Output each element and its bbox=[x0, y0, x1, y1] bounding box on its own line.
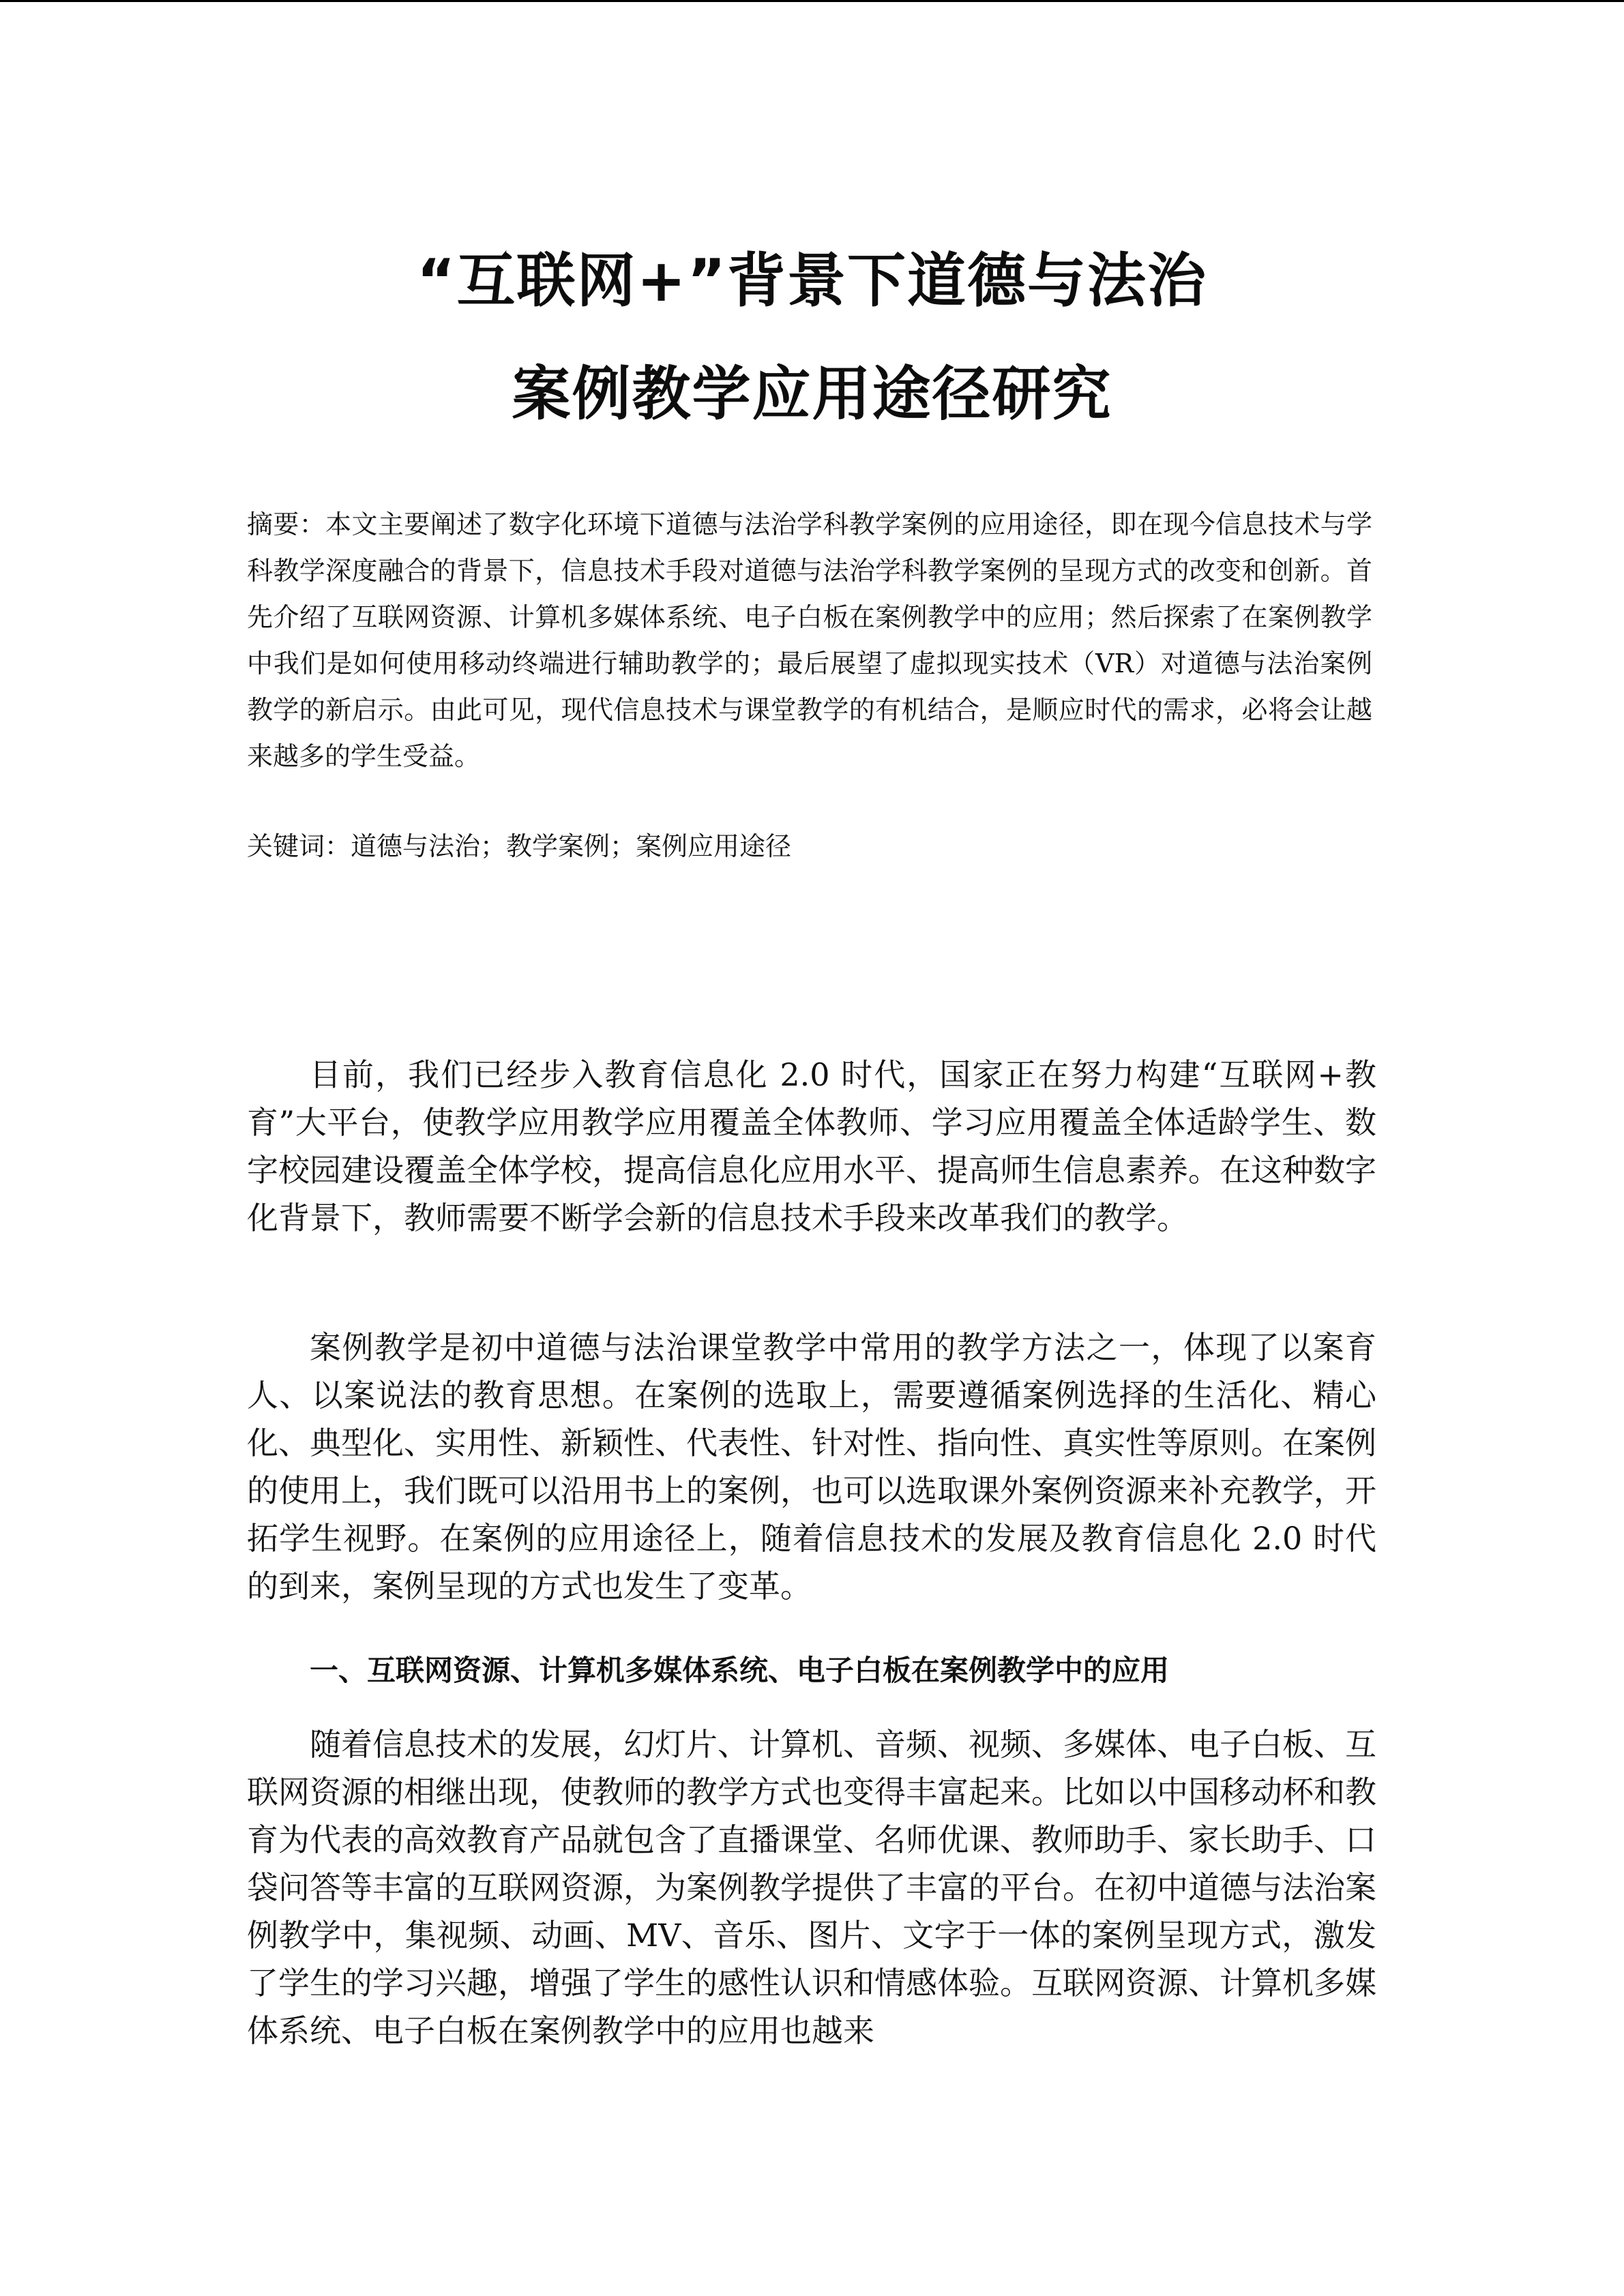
body-paragraph-3: 随着信息技术的发展，幻灯片、计算机、音频、视频、多媒体、电子白板、互联网资源的相继出现，使教师的教学方式也变得丰富起来。比如以中国移动杯和教育为代表的高效教育产品就包含了直播课堂、名师优课、教师助手、家长助手、口袋问答等丰富的互联网资源，为案例教学提供了丰富的平台。在初中道德与法治案例教学中，集视频、动画、MV、音乐、图片、文字于一体的案例呈现方式，激发了学生的学习兴趣，增强了学生的感性认识和情感体验。互联网资源、计算机多媒体系统、电子白板在案例教学中的应用也越来 bbox=[247, 1726, 1376, 2049]
keywords: 关键词：道德与法治；教学案例；案例应用途径 bbox=[247, 831, 792, 861]
body-paragraph-1: 目前，我们已经步入教育信息化 2.0 时代，国家正在努力构建“互联网+教育”大平台，使教学应用教学应用覆盖全体教师、学习应用覆盖全体适龄学生、数字校园建设覆盖全体学校，提高信息化应用水平、提高师生信息素养。在这种数字化背景下，教师需要不断学会新的信息技术手段来改革我们的教学。 bbox=[247, 1056, 1376, 1236]
body-paragraph-2: 案例教学是初中道德与法治课堂教学中常用的教学方法之一，体现了以案育人、以案说法的教育思想。在案例的选取上，需要遵循案例选择的生活化、精心化、典型化、实用性、新颖性、代表性、针对性、指向性、真实性等原则。在案例的使用上，我们既可以沿用书上的案例，也可以选取课外案例资源来补充教学，开拓学生视野。在案例的应用途径上，随着信息技术的发展及教育信息化 2.0 时代的到来，案例呈现的方式也发生了变革。 bbox=[247, 1329, 1376, 1605]
paper-title-line-1: “互联网+”背景下道德与法治 bbox=[416, 246, 1208, 315]
section-heading-1: 一、互联网资源、计算机多媒体系统、电子白板在案例教学中的应用 bbox=[310, 1654, 1170, 1687]
paper-title-line-2: 案例教学应用途径研究 bbox=[512, 359, 1112, 428]
abstract: 摘要：本文主要阐述了数字化环境下道德与法治学科教学案例的应用途径，即在现今信息技术与学科教学深度融合的背景下，信息技术手段对道德与法治学科教学案例的呈现方式的改变和创新。首先介绍了互联网资源、计算机多媒体系统、电子白板在案例教学中的应用；然后探索了在案例教学中我们是如何使用移动终端进行辅助教学的；最后展望了虚拟现实技术（VR）对道德与法治案例教学的新启示。由此可见，现代信息技术与课堂教学的有机结合，是顺应时代的需求，必将会让越来越多的学生受益。 bbox=[247, 509, 1372, 771]
